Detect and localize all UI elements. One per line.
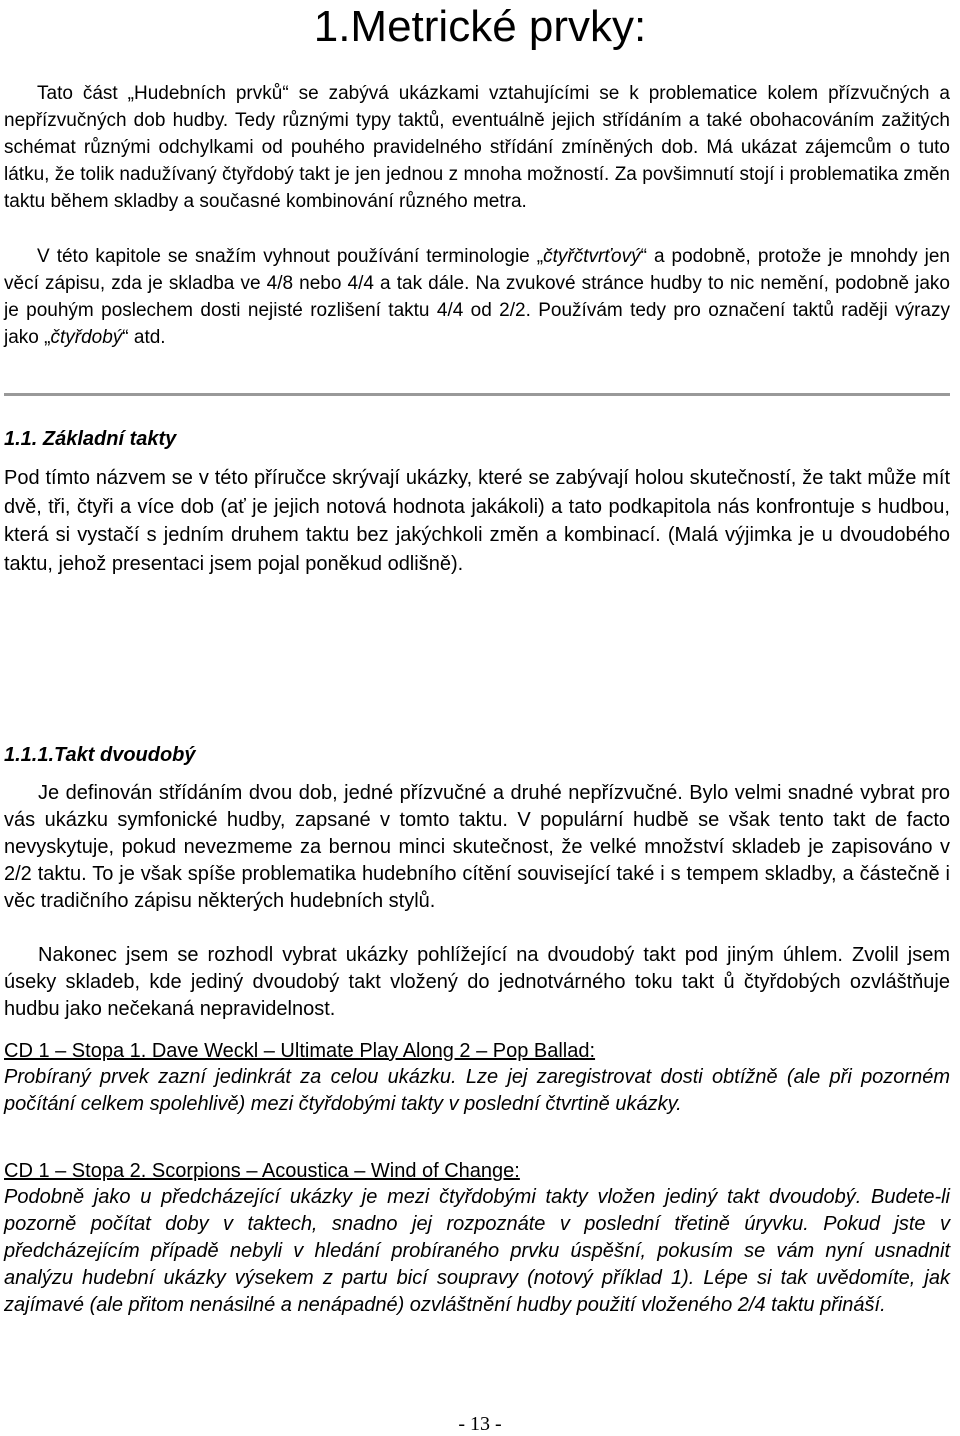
term-ctyrctvrtovy: čtyřčtvrťový xyxy=(543,246,641,267)
section-heading-1-1-1: 1.1.1.Takt dvoudobý xyxy=(4,744,196,766)
page-number: - 13 - xyxy=(458,1413,502,1435)
section-1-1-paragraph: Pod tímto názvem se v této příručce skrývají ukázky, které se zabývají holou skutečností, že takt může mít dvě, tři, čtyři a více dob (ať je jejich notová hodnota jakákoli) a tato podkapitola nás konfrontuje s hudbou, která si vystačí s jedním druhem taktu bez jakýchkoli změn a kombinací. (Malá výjimka je u dvoudobého taktu, jehož presentaci jsem pojal poněkud odlišně). xyxy=(4,467,950,575)
intro-paragraph-1: Tato část „Hudebních prvků“ se zabývá ukázkami vztahujícími se k problematice kolem přízvučných a nepřízvučných dob hudby. Tedy různými typy taktů, eventuálně jejich střídáním a také obohacováním zažitých schémat různými odchylkami od pouhého pravidelného střídání zmíněných dob. Má ukázat zájemcům o tuto látku, že tolik nadužívaný čtyřdobý takt je jen jednou z mnoha možností. Za povšimnutí stojí i problematika změn taktu během skladby a současné kombinování různého metra. xyxy=(4,83,950,212)
track-title-1: CD 1 – Stopa 1. Dave Weckl – Ultimate Play Along 2 – Pop Ballad: xyxy=(4,1040,596,1062)
intro-p2-text-middle: “ a podobně, protože je mnohdy jen věcí zápisu, zda je skladba ve 4/8 nebo 4/4 a tak dále. Na zvukové stránce hudby to nic nemění, podobně jako je pouhým poslechem dosti nejisté rozlišení taktu 4/4 od 2/2. Používám tedy pro označení taktů raději výrazy jako „ xyxy=(4,246,950,348)
section-heading-1-1: 1.1. Základní takty xyxy=(4,428,177,450)
horizontal-divider xyxy=(4,393,950,396)
term-ctyrdoby: čtyřdobý xyxy=(50,327,123,348)
section-1-1-1-paragraph-1: Je definován střídáním dvou dob, jedné přízvučné a druhé nepřízvučné. Bylo velmi snadné vybrat pro vás ukázku symfonické hudby, zapsané v tomto taktu. V populární hudbě se však tento takt de facto nevyskytuje, pokud nevezmeme za bernou minci skutečnost, že velké množství skladeb je zapisováno v 2/2 taktu. To je však spíše problematika hudebního cítění související také i s tempem skladby, a částečně i věc tradičního zápisu některých hudebních stylů. xyxy=(4,782,950,912)
intro-p2-text-after: “ atd. xyxy=(122,327,166,348)
track-description-1: Probíraný prvek zazní jedinkrát za celou ukázku. Lze jej zaregistrovat dosti obtížně (ale při pozorném počítání celkem spolehlivě) mezi čtyřdobými takty v poslední čtvrtině ukázky. xyxy=(4,1066,950,1115)
track-title-2: CD 1 – Stopa 2. Scorpions – Acoustica – Wind of Change: xyxy=(4,1160,520,1182)
intro-paragraph-2 xyxy=(4,243,950,351)
section-1-1-1-paragraph-2: Nakonec jsem se rozhodl vybrat ukázky pohlížející na dvoudobý takt pod jiným úhlem. Zvolil jsem úseky skladeb, kde jediný dvoudobý takt vložený do jednotvárného toku takt ů čtyřdobých ozvláštňuje hudbu jako nečekaná nepravidelnost. xyxy=(4,944,950,1020)
intro-p2-text-before: V této kapitole se snažím vyhnout používání terminologie „ xyxy=(37,246,544,267)
chapter-title: 1.Metrické prvky: xyxy=(313,2,647,51)
track-description-2: Podobně jako u předcházející ukázky je mezi čtyřdobými takty vložen jediný takt dvoudobý. Budete-li pozorně počítat doby v taktech, snadno jej rozpoznáte v poslední třetině úryvku. Pokud jste v předcházejícím případě nebyli v hledání probíraného prvku úspěšní, pokusím se vám nyní usnadnit analýzu hudební ukázky výsekem z partu bicí soupravy (notový příklad 1). Lépe si tak uvědomíte, jak zajímavé (ale přitom nenásilné a nenápadné) ozvláštnění hudby použití vloženého 2/4 taktu přináší. xyxy=(4,1186,950,1316)
